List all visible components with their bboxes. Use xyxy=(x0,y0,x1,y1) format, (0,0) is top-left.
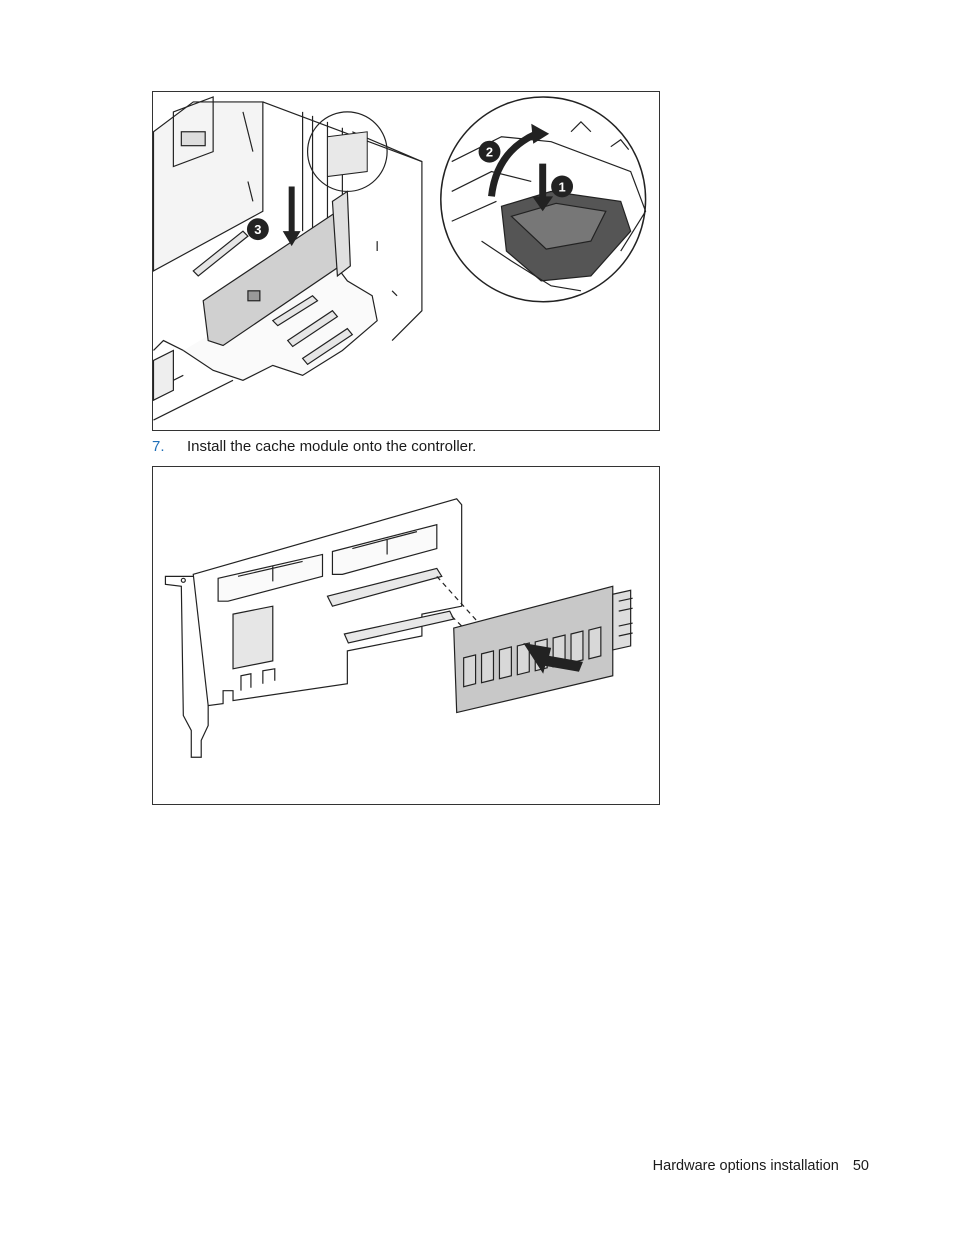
step-7 xyxy=(152,437,476,457)
step-number: 7. xyxy=(152,438,165,455)
callout-1 xyxy=(551,176,573,198)
page-number: 50 xyxy=(852,1158,869,1174)
callout-2 xyxy=(479,141,501,163)
controller-installation-illustration xyxy=(152,91,660,431)
page-footer xyxy=(653,1158,869,1174)
cache-module-installation-illustration xyxy=(152,466,660,805)
footer-section-title: Hardware options installation xyxy=(652,1158,839,1174)
controller-board-drawing xyxy=(153,467,659,804)
svg-text:3: 3 xyxy=(254,222,262,238)
svg-text:2: 2 xyxy=(485,144,494,160)
step-text: Install the cache module onto the controller. xyxy=(187,438,477,455)
svg-text:1: 1 xyxy=(558,179,566,195)
chassis-drawing xyxy=(153,92,659,430)
callout-3 xyxy=(247,218,269,240)
